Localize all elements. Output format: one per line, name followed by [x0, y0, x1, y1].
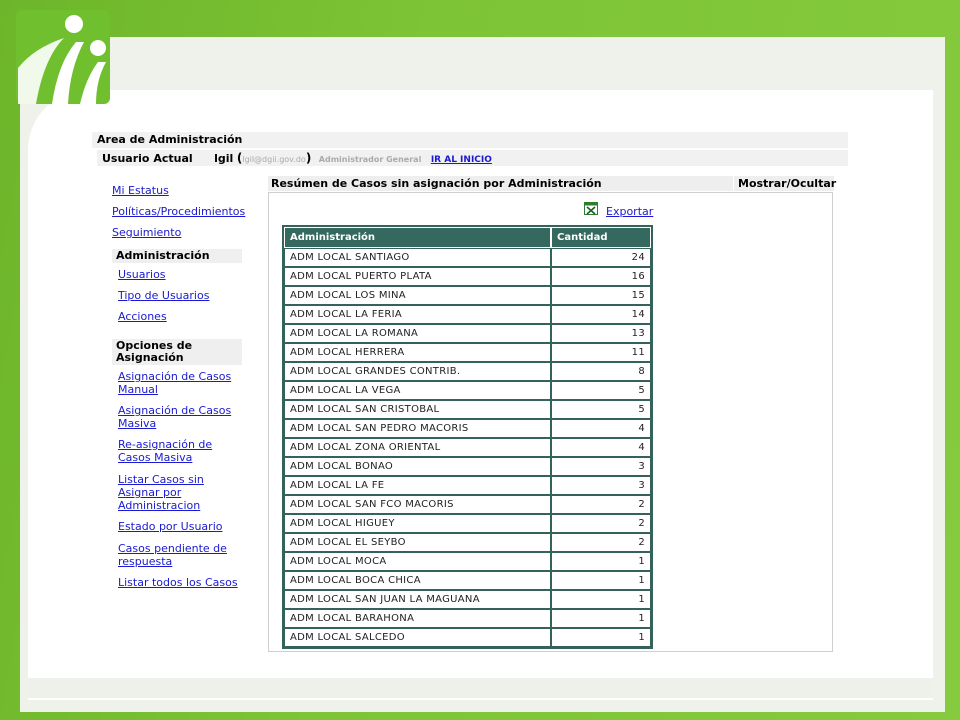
cell-cantidad: 14 [551, 305, 651, 324]
export-link[interactable]: Exportar [606, 205, 654, 218]
cell-cantidad: 5 [551, 381, 651, 400]
table-row [284, 457, 651, 476]
table-row [284, 381, 651, 400]
nav-mi-estatus[interactable]: Mi Estatus [112, 184, 169, 197]
table-row [284, 590, 651, 609]
table-row [284, 533, 651, 552]
table-row [284, 609, 651, 628]
ii-logo [14, 8, 114, 108]
cell-cantidad: 4 [551, 419, 651, 438]
area-title: Area de Administración [97, 133, 243, 146]
nav-seguimiento[interactable]: Seguimiento [112, 226, 182, 239]
cell-administracion: ADM LOCAL SANTIAGO [284, 248, 551, 267]
table-row [284, 495, 651, 514]
cell-cantidad: 11 [551, 343, 651, 362]
table-row [284, 305, 651, 324]
nav-asignacion-manual[interactable]: Asignación de Casos Manual [118, 370, 232, 396]
cell-administracion: ADM LOCAL LOS MINA [284, 286, 551, 305]
cell-administracion: ADM LOCAL SAN FCO MACORIS [284, 495, 551, 514]
table-row [284, 248, 651, 267]
table-row [284, 324, 651, 343]
cell-administracion: ADM LOCAL SAN PEDRO MACORIS [284, 419, 551, 438]
show-hide-toggle[interactable]: Mostrar/Ocultar [738, 177, 837, 190]
cell-administracion: ADM LOCAL LA FERIA [284, 305, 551, 324]
nav-casos-pendientes[interactable]: Casos pendiente de respuesta [118, 542, 227, 568]
table-row [284, 400, 651, 419]
nav-listar-todos[interactable]: Listar todos los Casos [118, 576, 238, 589]
content-title: Resúmen de Casos sin asignación por Administración [271, 177, 602, 190]
nav-usuarios[interactable]: Usuarios [118, 268, 166, 281]
cell-administracion: ADM LOCAL LA VEGA [284, 381, 551, 400]
cell-cantidad: 13 [551, 324, 651, 343]
cell-cantidad: 1 [551, 590, 651, 609]
cell-administracion: ADM LOCAL BOCA CHICA [284, 571, 551, 590]
cases-table [282, 225, 653, 649]
cell-cantidad: 1 [551, 552, 651, 571]
table-row [284, 628, 651, 647]
nav-estado-usuario[interactable]: Estado por Usuario [118, 520, 223, 533]
table-row [284, 552, 651, 571]
assign-heading: Opciones de Asignación [112, 339, 242, 365]
cell-administracion: ADM LOCAL PUERTO PLATA [284, 267, 551, 286]
table-row [284, 438, 651, 457]
user-name: lgil [214, 152, 234, 165]
nav-acciones[interactable]: Acciones [118, 310, 167, 323]
cell-administracion: ADM LOCAL BONAO [284, 457, 551, 476]
excel-icon[interactable] [584, 202, 598, 215]
cell-administracion: ADM LOCAL GRANDES CONTRIB. [284, 362, 551, 381]
cell-cantidad: 2 [551, 514, 651, 533]
cell-administracion: ADM LOCAL LA ROMANA [284, 324, 551, 343]
cell-cantidad: 1 [551, 628, 651, 647]
table-row [284, 343, 651, 362]
cell-administracion: ADM LOCAL SAN JUAN LA MAGUANA [284, 590, 551, 609]
table-row [284, 286, 651, 305]
nav-reasignacion-masiva[interactable]: Re-asignación de Casos Masiva [118, 438, 213, 464]
cell-cantidad: 4 [551, 438, 651, 457]
nav-tipo-usuarios[interactable]: Tipo de Usuarios [118, 289, 210, 302]
bottom-strip [28, 678, 933, 698]
current-user-row: Usuario Actual lgil (lgil@dgii.gov.do) Administrador General IR AL INICIO [102, 151, 492, 165]
user-role: Administrador General [318, 155, 422, 164]
cell-administracion: ADM LOCAL BARAHONA [284, 609, 551, 628]
cell-administracion: ADM LOCAL LA FE [284, 476, 551, 495]
cell-cantidad: 15 [551, 286, 651, 305]
cell-cantidad: 24 [551, 248, 651, 267]
cell-administracion: ADM LOCAL EL SEYBO [284, 533, 551, 552]
table-row [284, 267, 651, 286]
table-row [284, 419, 651, 438]
admin-heading: Administración [112, 249, 242, 263]
cell-cantidad: 3 [551, 457, 651, 476]
cell-cantidad: 1 [551, 609, 651, 628]
home-link[interactable]: IR AL INICIO [430, 155, 492, 165]
nav-asignacion-masiva[interactable]: Asignación de Casos Masiva [118, 404, 232, 430]
cell-cantidad: 1 [551, 571, 651, 590]
cell-cantidad: 8 [551, 362, 651, 381]
table-row [284, 362, 651, 381]
cell-administracion: ADM LOCAL SAN CRISTOBAL [284, 400, 551, 419]
cell-cantidad: 3 [551, 476, 651, 495]
cell-cantidad: 16 [551, 267, 651, 286]
cell-administracion: ADM LOCAL MOCA [284, 552, 551, 571]
current-user-label: Usuario Actual [102, 152, 193, 165]
nav-politicas[interactable]: Políticas/Procedimientos [112, 205, 246, 218]
cell-cantidad: 2 [551, 533, 651, 552]
column-header-cantidad: Cantidad [551, 227, 651, 248]
table-header-row [284, 227, 651, 248]
user-email: lgil@dgii.gov.do [242, 155, 306, 164]
cell-cantidad: 2 [551, 495, 651, 514]
cell-administracion: ADM LOCAL HERRERA [284, 343, 551, 362]
table-row [284, 514, 651, 533]
table-row [284, 476, 651, 495]
cell-administracion: ADM LOCAL SALCEDO [284, 628, 551, 647]
table-row [284, 571, 651, 590]
cell-administracion: ADM LOCAL ZONA ORIENTAL [284, 438, 551, 457]
column-header-administracion: Administración [284, 227, 551, 248]
nav-listar-sin-asignar[interactable]: Listar Casos sin Asignar por Administracion [118, 473, 204, 512]
cell-administracion: ADM LOCAL HIGUEY [284, 514, 551, 533]
cell-cantidad: 5 [551, 400, 651, 419]
